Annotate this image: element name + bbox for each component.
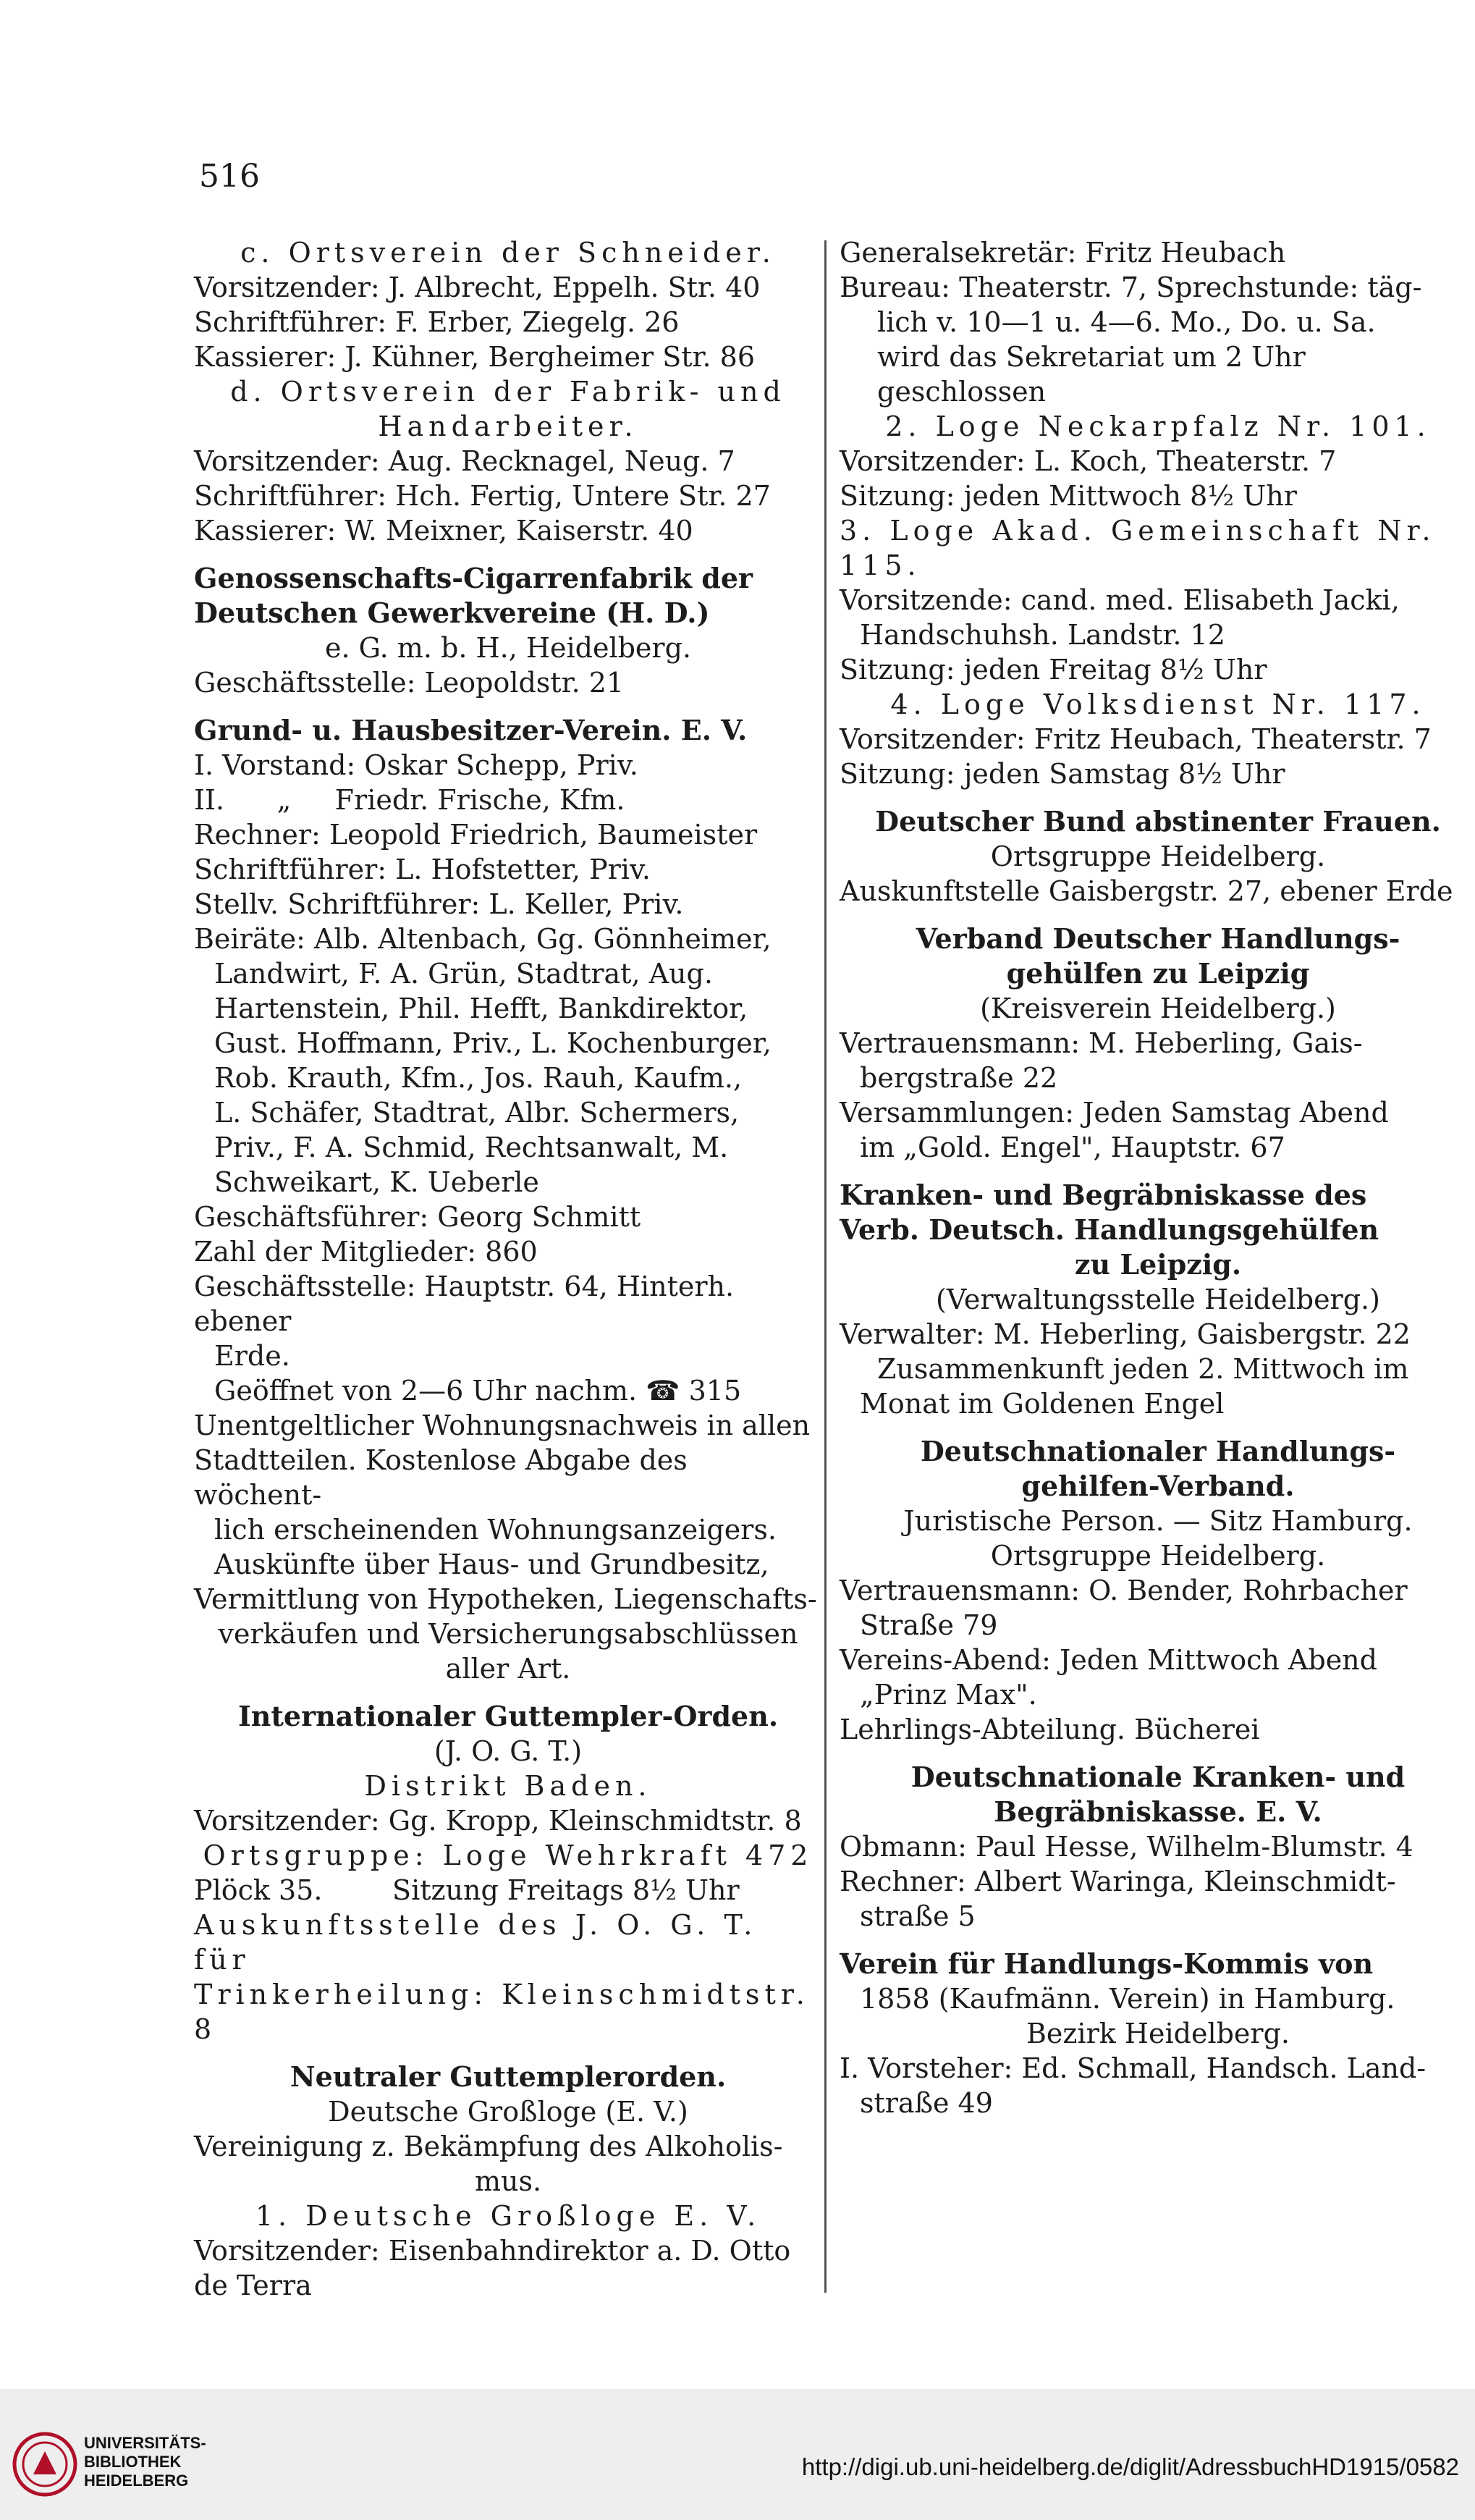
text-line: Ortsgruppe: Loge Wehrkraft 472 bbox=[203, 1840, 813, 1871]
text-line: Plöck 35. Sitzung Freitags 8½ Uhr bbox=[194, 1874, 740, 1906]
text-line: Beiräte: Alb. Altenbach, Gg. Gönnheimer, bbox=[194, 923, 772, 955]
text-line: Distrikt Baden. bbox=[364, 1770, 652, 1802]
text-line: de Terra bbox=[194, 2270, 312, 2301]
text-line: Erde. bbox=[214, 1340, 290, 1372]
text-line: im „Gold. Engel", Hauptstr. 67 bbox=[860, 1132, 1285, 1163]
text-line: Vertrauensmann: M. Heberling, Gais- bbox=[840, 1027, 1363, 1059]
text-line: Auskunftstelle Gaisbergstr. 27, ebener Erde bbox=[840, 875, 1453, 907]
text-line: Sitzung: jeden Samstag 8½ Uhr bbox=[840, 758, 1285, 790]
text-line: Verb. Deutsch. Handlungsgehülfen bbox=[840, 1213, 1379, 1246]
text-line: Zusammenkunft jeden 2. Mittwoch im bbox=[877, 1353, 1409, 1385]
text-line: Internationaler Guttempler-Orden. bbox=[237, 1700, 779, 1732]
text-line: Genossenschafts-Cigarrenfabrik der bbox=[194, 562, 753, 594]
text-line: (Kreisverein Heidelberg.) bbox=[980, 993, 1336, 1024]
text-line: aller Art. bbox=[445, 1653, 571, 1685]
text-line: Begräbniskasse. E. V. bbox=[994, 1795, 1322, 1828]
text-line: Lehrlings-Abteilung. Bücherei bbox=[840, 1714, 1260, 1745]
text-line: wird das Sekretariat um 2 Uhr geschlossen bbox=[877, 341, 1314, 408]
footer-bar bbox=[0, 2389, 1475, 2520]
text-line: „Prinz Max". bbox=[860, 1679, 1037, 1711]
text-line: Rechner: Leopold Friedrich, Baumeister bbox=[194, 819, 758, 851]
text-line: Sitzung: jeden Mittwoch 8½ Uhr bbox=[840, 480, 1297, 512]
text-line: 1858 (Kaufmänn. Verein) in Hamburg. bbox=[860, 1983, 1395, 2015]
text-line: 4. Loge Volksdienst Nr. 117. bbox=[890, 688, 1426, 720]
text-line: Geschäftsstelle: Hauptstr. 64, Hinterh. ebener bbox=[194, 1270, 743, 1337]
text-line: bergstraße 22 bbox=[860, 1062, 1058, 1094]
text-line: (J. O. G. T.) bbox=[434, 1735, 583, 1767]
text-line: Geöffnet von 2—6 Uhr nachm. ☎ 315 bbox=[214, 1375, 742, 1407]
text-line: Handschuhsh. Landstr. 12 bbox=[860, 619, 1225, 651]
text-line: I. Vorstand: Oskar Schepp, Priv. bbox=[194, 749, 638, 781]
text-line: Juristische Person. — Sitz Hamburg. bbox=[903, 1505, 1413, 1537]
text-line: gehülfen zu Leipzig bbox=[1006, 957, 1310, 990]
text-line: Straße 79 bbox=[860, 1609, 998, 1641]
text-line: Bezirk Heidelberg. bbox=[1026, 2018, 1290, 2049]
text-line: Versammlungen: Jeden Samstag Abend bbox=[840, 1097, 1389, 1129]
text-line: Stadtteilen. Kostenlose Abgabe des wöchent- bbox=[194, 1444, 696, 1511]
text-line: d. Ortsverein der Fabrik- und bbox=[230, 376, 786, 408]
text-line: Kassierer: W. Meixner, Kaiserstr. 40 bbox=[194, 515, 693, 547]
text-line: 2. Loge Neckarpfalz Nr. 101. bbox=[885, 410, 1431, 442]
text-line: Zahl der Mitglieder: 860 bbox=[194, 1236, 538, 1268]
text-line: (Verwaltungsstelle Heidelberg.) bbox=[936, 1284, 1380, 1315]
library-name bbox=[84, 2434, 206, 2490]
text-line: Ortsgruppe Heidelberg. bbox=[990, 1540, 1326, 1572]
text-line: II. „ Friedr. Frische, Kfm. bbox=[194, 784, 625, 816]
text-line: Unentgeltlicher Wohnungsnachweis in allen bbox=[194, 1409, 811, 1441]
text-line: Sitzung: jeden Freitag 8½ Uhr bbox=[840, 654, 1267, 686]
text-line: Monat im Goldenen Engel bbox=[860, 1388, 1225, 1420]
text-line: Deutschen Gewerkvereine (H. D.) bbox=[194, 597, 710, 629]
text-line: Landwirt, F. A. Grün, Stadtrat, Aug. bbox=[214, 958, 713, 990]
text-line: Vorsitzender: Fritz Heubach, Theaterstr. 7 bbox=[840, 723, 1432, 755]
right-column bbox=[840, 235, 1475, 2120]
text-line: Auskünfte über Haus- und Grundbesitz, bbox=[214, 1548, 769, 1580]
text-line: Deutschnationale Kranken- und bbox=[910, 1761, 1406, 1793]
text-line: Kranken- und Begräbniskasse des bbox=[840, 1179, 1367, 1211]
university-seal-icon bbox=[12, 2431, 78, 2498]
text-line: Vermittlung von Hypotheken, Liegenschafts- bbox=[194, 1583, 817, 1615]
text-line: Geschäftsstelle: Leopoldstr. 21 bbox=[194, 667, 625, 699]
text-line: Grund- u. Hausbesitzer-Verein. E. V. bbox=[194, 714, 748, 746]
page-number: 516 bbox=[199, 158, 260, 195]
text-line: Vorsitzender: J. Albrecht, Eppelh. Str. 40 bbox=[194, 271, 761, 303]
text-line: Schriftführer: Hch. Fertig, Untere Str. 27 bbox=[194, 480, 771, 512]
text-line: 1. Deutsche Großloge E. V. bbox=[255, 2200, 761, 2232]
text-line: Vertrauensmann: O. Bender, Rohrbacher bbox=[840, 1575, 1408, 1606]
text-line: zu Leipzig. bbox=[1074, 1248, 1242, 1281]
text-line: verkäufen und Versicherungsabschlüssen bbox=[218, 1618, 798, 1650]
text-line: Vorsitzender: Eisenbahndirektor a. D. Otto bbox=[194, 2235, 791, 2267]
text-line: Vereins-Abend: Jeden Mittwoch Abend bbox=[840, 1644, 1377, 1676]
source-url-link[interactable]: http://digi.ub.uni-heidelberg.de/diglit/AdressbuchHD1915/0582 bbox=[801, 2453, 1459, 2480]
text-line: Vorsitzender: Aug. Recknagel, Neug. 7 bbox=[194, 445, 735, 477]
text-line: I. Vorsteher: Ed. Schmall, Handsch. Land- bbox=[840, 2052, 1427, 2084]
left-column bbox=[194, 235, 822, 2303]
text-line: Priv., F. A. Schmid, Rechtsanwalt, M. bbox=[214, 1132, 729, 1163]
text-line: Geschäftsführer: Georg Schmitt bbox=[194, 1201, 641, 1233]
text-line: lich v. 10—1 u. 4—6. Mo., Do. u. Sa. bbox=[877, 306, 1376, 338]
text-line: Vorsitzender: Gg. Kropp, Kleinschmidtstr. 8 bbox=[194, 1805, 802, 1837]
text-line: Auskunftsstelle des J. O. G. T. für bbox=[194, 1909, 772, 1976]
text-line: Trinkerheilung: Kleinschmidtstr. 8 bbox=[194, 1979, 824, 2045]
text-line: Hartenstein, Phil. Hefft, Bankdirektor, bbox=[214, 993, 748, 1024]
text-line: mus. bbox=[474, 2165, 542, 2197]
text-line: Kassierer: J. Kühner, Bergheimer Str. 86 bbox=[194, 341, 756, 373]
text-line: Generalsekretär: Fritz Heubach bbox=[840, 237, 1286, 269]
text-line: Verein für Handlungs-Kommis von bbox=[840, 1947, 1374, 1980]
text-line: Rob. Krauth, Kfm., Jos. Rauh, Kaufm., bbox=[214, 1062, 743, 1094]
text-line: e. G. m. b. H., Heidelberg. bbox=[325, 632, 691, 664]
library-name-line: UNIVERSITÄTS- bbox=[84, 2434, 206, 2452]
text-line: Vorsitzende: cand. med. Elisabeth Jacki, bbox=[840, 584, 1400, 616]
text-line: Vereinigung z. Bekämpfung des Alkoholis- bbox=[194, 2131, 783, 2162]
text-line: gehilfen-Verband. bbox=[1021, 1470, 1295, 1502]
text-line: Gust. Hoffmann, Priv., L. Kochenburger, bbox=[214, 1027, 772, 1059]
text-line: Ortsgruppe Heidelberg. bbox=[990, 840, 1326, 872]
text-line: Schriftführer: F. Erber, Ziegelg. 26 bbox=[194, 306, 680, 338]
text-line: Obmann: Paul Hesse, Wilhelm-Blumstr. 4 bbox=[840, 1831, 1413, 1863]
text-line: c. Ortsverein der Schneider. bbox=[240, 237, 776, 269]
text-line: Deutsche Großloge (E. V.) bbox=[328, 2096, 688, 2128]
text-line: straße 49 bbox=[860, 2087, 993, 2119]
text-line: Deutscher Bund abstinenter Frauen. bbox=[875, 805, 1441, 838]
library-name-line: HEIDELBERG bbox=[84, 2471, 189, 2490]
text-line: Verwalter: M. Heberling, Gaisbergstr. 22 bbox=[840, 1318, 1411, 1350]
text-line: Schweikart, K. Ueberle bbox=[214, 1166, 539, 1198]
text-line: Deutschnationaler Handlungs- bbox=[920, 1435, 1396, 1467]
text-line: L. Schäfer, Stadtrat, Albr. Schermers, bbox=[214, 1097, 740, 1129]
text-line: Bureau: Theaterstr. 7, Sprechstunde: täg- bbox=[840, 271, 1422, 303]
text-line: Vorsitzender: L. Koch, Theaterstr. 7 bbox=[840, 445, 1337, 477]
text-line: Handarbeiter. bbox=[378, 410, 638, 442]
text-line: straße 5 bbox=[860, 1900, 976, 1932]
text-line: Stellv. Schriftführer: L. Keller, Priv. bbox=[194, 888, 684, 920]
library-name-line: BIBLIOTHEK bbox=[84, 2453, 182, 2471]
column-divider bbox=[824, 240, 827, 2293]
text-line: 3. Loge Akad. Gemeinschaft Nr. 115. bbox=[840, 515, 1450, 581]
text-line: Neutraler Guttemplerorden. bbox=[289, 2060, 727, 2093]
text-line: Schriftführer: L. Hofstetter, Priv. bbox=[194, 854, 651, 885]
text-line: Rechner: Albert Waringa, Kleinschmidt- bbox=[840, 1866, 1396, 1897]
text-line: Verband Deutscher Handlungs- bbox=[916, 922, 1400, 955]
text-line: lich erscheinenden Wohnungsanzeigers. bbox=[214, 1514, 777, 1546]
